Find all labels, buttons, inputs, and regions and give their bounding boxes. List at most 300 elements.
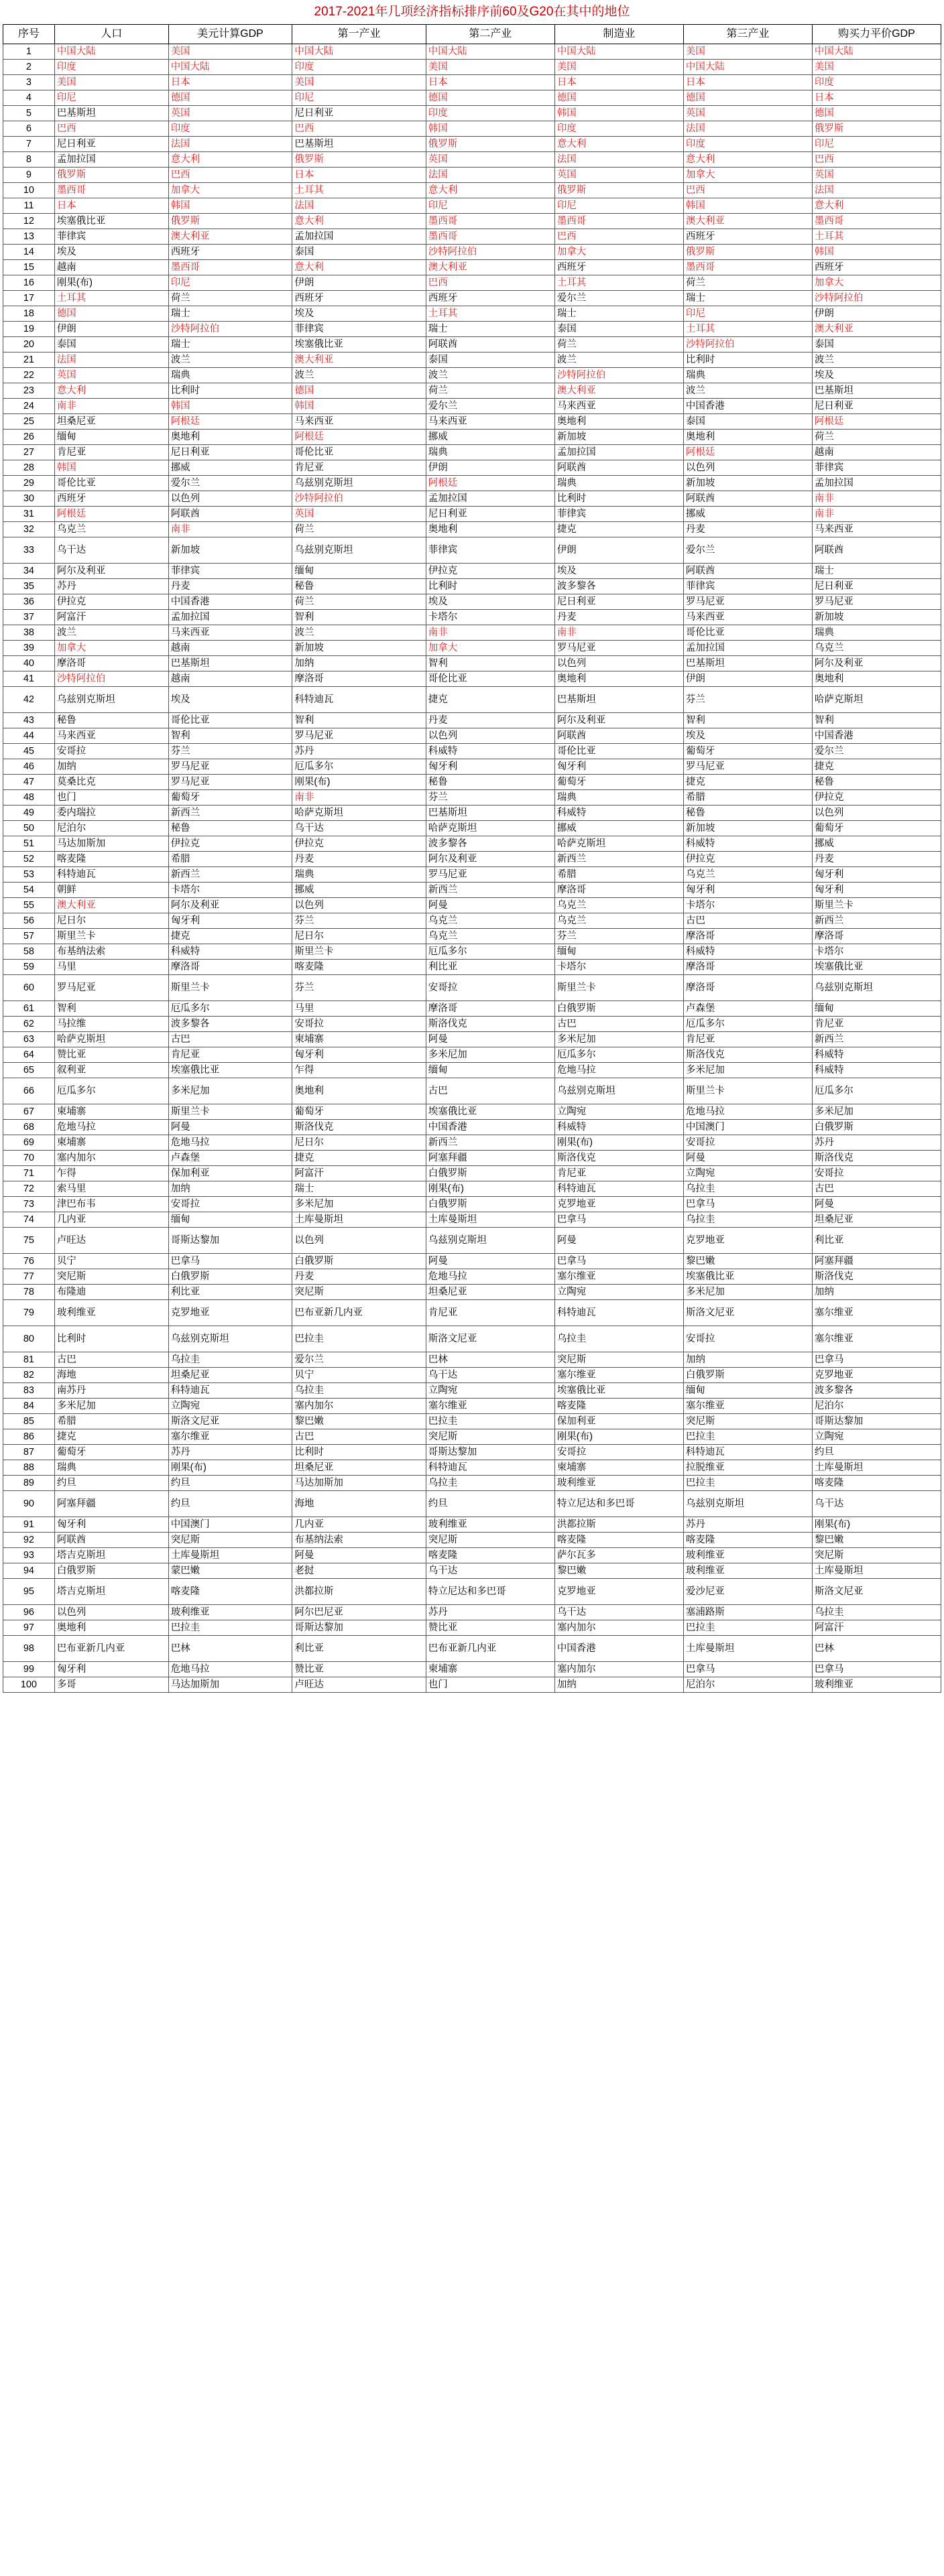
table-row [3, 137, 941, 152]
cell-col-3: 阿根廷 [292, 430, 426, 445]
row-index: 65 [3, 1063, 55, 1078]
row-index: 100 [3, 1677, 55, 1693]
row-index: 25 [3, 414, 55, 430]
column-header-4: 第二产业 [426, 25, 554, 44]
cell-col-5: 斯洛伐克 [554, 1151, 683, 1166]
cell-col-4: 波多黎各 [426, 836, 554, 852]
cell-col-3: 德国 [292, 383, 426, 399]
cell-col-4: 土库曼斯坦 [426, 1212, 554, 1228]
cell-col-5: 荷兰 [554, 337, 683, 352]
table-row [3, 1032, 941, 1047]
cell-col-1: 索马里 [54, 1181, 168, 1197]
cell-col-7: 斯里兰卡 [812, 898, 941, 913]
cell-col-7: 阿富汗 [812, 1620, 941, 1636]
cell-col-4: 尼日利亚 [426, 507, 554, 522]
table-row [3, 1151, 941, 1166]
cell-col-6: 立陶宛 [683, 1166, 812, 1181]
cell-col-3: 马达加斯加 [292, 1476, 426, 1491]
table-row [3, 960, 941, 975]
row-index: 42 [3, 687, 55, 713]
cell-col-7: 乌兹别克斯坦 [812, 975, 941, 1001]
cell-col-6: 斯里兰卡 [683, 1078, 812, 1104]
cell-col-7: 突尼斯 [812, 1548, 941, 1563]
cell-col-2: 白俄罗斯 [168, 1269, 292, 1285]
row-index: 4 [3, 90, 55, 106]
table-row [3, 1517, 941, 1533]
cell-col-5: 墨西哥 [554, 214, 683, 229]
cell-col-3: 波兰 [292, 368, 426, 383]
cell-col-1: 塔吉克斯坦 [54, 1579, 168, 1605]
column-header-6: 第三产业 [683, 25, 812, 44]
cell-col-5: 埃塞俄比亚 [554, 1383, 683, 1399]
cell-col-4: 白俄罗斯 [426, 1166, 554, 1181]
cell-col-7: 法国 [812, 183, 941, 198]
cell-col-6: 新加坡 [683, 821, 812, 836]
cell-col-1: 埃塞俄比亚 [54, 214, 168, 229]
cell-col-3: 印度 [292, 60, 426, 75]
cell-col-5: 乌克兰 [554, 913, 683, 929]
cell-col-5: 白俄罗斯 [554, 1001, 683, 1017]
table-row [3, 687, 941, 713]
cell-col-1: 塔吉克斯坦 [54, 1548, 168, 1563]
cell-col-5: 刚果(布) [554, 1135, 683, 1151]
row-index: 90 [3, 1491, 55, 1517]
cell-col-5: 科威特 [554, 806, 683, 821]
cell-col-2: 埃塞俄比亚 [168, 1063, 292, 1078]
table-row [3, 1352, 941, 1368]
cell-col-1: 卢旺达 [54, 1228, 168, 1254]
cell-col-2: 墨西哥 [168, 260, 292, 275]
cell-col-3: 卢旺达 [292, 1677, 426, 1693]
cell-col-1: 伊拉克 [54, 594, 168, 610]
cell-col-2: 波多黎各 [168, 1017, 292, 1032]
table-row [3, 168, 941, 183]
cell-col-2: 沙特阿拉伯 [168, 322, 292, 337]
cell-col-3: 厄瓜多尔 [292, 759, 426, 775]
cell-col-5: 孟加拉国 [554, 445, 683, 460]
cell-col-4: 智利 [426, 656, 554, 671]
cell-col-7: 白俄罗斯 [812, 1120, 941, 1135]
cell-col-5: 喀麦隆 [554, 1399, 683, 1414]
cell-col-7: 埃及 [812, 368, 941, 383]
cell-col-5: 多米尼加 [554, 1032, 683, 1047]
cell-col-4: 菲律宾 [426, 537, 554, 564]
row-index: 40 [3, 656, 55, 671]
cell-col-3: 捷克 [292, 1151, 426, 1166]
cell-col-1: 德国 [54, 306, 168, 322]
cell-col-5: 瑞士 [554, 306, 683, 322]
cell-col-7: 捷克 [812, 759, 941, 775]
row-index: 41 [3, 671, 55, 687]
cell-col-4: 匈牙利 [426, 759, 554, 775]
table-row [3, 1254, 941, 1269]
cell-col-3: 瑞士 [292, 1181, 426, 1197]
table-row [3, 1285, 941, 1300]
cell-col-1: 捷克 [54, 1429, 168, 1445]
row-index: 47 [3, 775, 55, 790]
cell-col-5: 阿曼 [554, 1228, 683, 1254]
table-row [3, 744, 941, 759]
cell-col-6: 巴拉圭 [683, 1429, 812, 1445]
cell-col-2: 尼日利亚 [168, 445, 292, 460]
cell-col-3: 海地 [292, 1491, 426, 1517]
cell-col-7: 西班牙 [812, 260, 941, 275]
cell-col-6: 奥地利 [683, 430, 812, 445]
cell-col-5: 克罗地亚 [554, 1197, 683, 1212]
cell-col-2: 中国澳门 [168, 1517, 292, 1533]
cell-col-1: 阿联酋 [54, 1533, 168, 1548]
table-row [3, 610, 941, 625]
cell-col-5: 印尼 [554, 198, 683, 214]
cell-col-4: 巴基斯坦 [426, 806, 554, 821]
cell-col-4: 意大利 [426, 183, 554, 198]
cell-col-4: 墨西哥 [426, 214, 554, 229]
cell-col-5: 加纳 [554, 1677, 683, 1693]
cell-col-3: 巴西 [292, 121, 426, 137]
cell-col-6: 波兰 [683, 383, 812, 399]
cell-col-4: 危地马拉 [426, 1269, 554, 1285]
table-row [3, 245, 941, 260]
cell-col-3: 古巴 [292, 1429, 426, 1445]
cell-col-7: 科威特 [812, 1063, 941, 1078]
cell-col-7: 斯洛文尼亚 [812, 1579, 941, 1605]
cell-col-4: 比利时 [426, 579, 554, 594]
cell-col-2: 阿尔及利亚 [168, 898, 292, 913]
cell-col-2: 加纳 [168, 1181, 292, 1197]
cell-col-7: 荷兰 [812, 430, 941, 445]
cell-col-1: 马达加斯加 [54, 836, 168, 852]
cell-col-6: 德国 [683, 90, 812, 106]
cell-col-1: 苏丹 [54, 579, 168, 594]
cell-col-4: 新西兰 [426, 883, 554, 898]
cell-col-3: 哥伦比亚 [292, 445, 426, 460]
cell-col-4: 斯洛伐克 [426, 1017, 554, 1032]
cell-col-1: 尼日尔 [54, 913, 168, 929]
cell-col-4: 特立尼达和多巴哥 [426, 1579, 554, 1605]
cell-col-2: 加拿大 [168, 183, 292, 198]
cell-col-4: 突尼斯 [426, 1429, 554, 1445]
table-row [3, 152, 941, 168]
table-row [3, 821, 941, 836]
cell-col-1: 南非 [54, 399, 168, 414]
cell-col-4: 卡塔尔 [426, 610, 554, 625]
row-index: 62 [3, 1017, 55, 1032]
table-row [3, 806, 941, 821]
cell-col-7: 越南 [812, 445, 941, 460]
cell-col-4: 摩洛哥 [426, 1001, 554, 1017]
cell-col-5: 捷克 [554, 522, 683, 537]
cell-col-6: 菲律宾 [683, 579, 812, 594]
cell-col-1: 肯尼亚 [54, 445, 168, 460]
cell-col-6: 巴拉圭 [683, 1620, 812, 1636]
cell-col-4: 印尼 [426, 198, 554, 214]
cell-col-5: 马来西亚 [554, 399, 683, 414]
cell-col-5: 瑞典 [554, 790, 683, 806]
cell-col-1: 马里 [54, 960, 168, 975]
cell-col-5: 斯里兰卡 [554, 975, 683, 1001]
cell-col-4: 马来西亚 [426, 414, 554, 430]
cell-col-1: 哈萨克斯坦 [54, 1032, 168, 1047]
cell-col-7: 乌拉圭 [812, 1605, 941, 1620]
table-header-row [3, 25, 941, 44]
cell-col-4: 乌克兰 [426, 913, 554, 929]
cell-col-1: 印尼 [54, 90, 168, 106]
cell-col-6: 印尼 [683, 306, 812, 322]
row-index: 78 [3, 1285, 55, 1300]
cell-col-5: 乌拉圭 [554, 1326, 683, 1352]
cell-col-2: 越南 [168, 671, 292, 687]
cell-col-5: 哥伦比亚 [554, 744, 683, 759]
cell-col-3: 葡萄牙 [292, 1104, 426, 1120]
cell-col-7: 印尼 [812, 137, 941, 152]
cell-col-6: 意大利 [683, 152, 812, 168]
cell-col-6: 厄瓜多尔 [683, 1017, 812, 1032]
row-index: 97 [3, 1620, 55, 1636]
cell-col-3: 布基纳法索 [292, 1533, 426, 1548]
cell-col-1: 莫桑比克 [54, 775, 168, 790]
cell-col-6: 罗马尼亚 [683, 759, 812, 775]
cell-col-3: 苏丹 [292, 744, 426, 759]
cell-col-3: 阿曼 [292, 1548, 426, 1563]
cell-col-1: 委内瑞拉 [54, 806, 168, 821]
cell-col-2: 西班牙 [168, 245, 292, 260]
cell-col-7: 阿联酋 [812, 537, 941, 564]
cell-col-2: 摩洛哥 [168, 960, 292, 975]
table-row [3, 1579, 941, 1605]
cell-col-3: 洪都拉斯 [292, 1579, 426, 1605]
cell-col-7: 利比亚 [812, 1228, 941, 1254]
cell-col-4: 乌干达 [426, 1563, 554, 1579]
cell-col-5: 沙特阿拉伯 [554, 368, 683, 383]
cell-col-4: 阿根廷 [426, 476, 554, 491]
cell-col-1: 阿塞拜疆 [54, 1491, 168, 1517]
cell-col-2: 斯里兰卡 [168, 975, 292, 1001]
cell-col-4: 科特迪瓦 [426, 1460, 554, 1476]
cell-col-1: 英国 [54, 368, 168, 383]
cell-col-4: 柬埔寨 [426, 1662, 554, 1677]
row-index: 36 [3, 594, 55, 610]
cell-col-7: 南非 [812, 491, 941, 507]
cell-col-5: 危地马拉 [554, 1063, 683, 1078]
cell-col-6: 墨西哥 [683, 260, 812, 275]
cell-col-6: 科特迪瓦 [683, 1445, 812, 1460]
row-index: 59 [3, 960, 55, 975]
cell-col-5: 卡塔尔 [554, 960, 683, 975]
cell-col-2: 乌兹别克斯坦 [168, 1326, 292, 1352]
cell-col-6: 多米尼加 [683, 1063, 812, 1078]
cell-col-5: 刚果(布) [554, 1429, 683, 1445]
row-index: 81 [3, 1352, 55, 1368]
cell-col-2: 比利时 [168, 383, 292, 399]
cell-col-1: 阿富汗 [54, 610, 168, 625]
table-row [3, 322, 941, 337]
column-header-2: 美元计算GDP [168, 25, 292, 44]
row-index: 29 [3, 476, 55, 491]
cell-col-2: 塞尔维亚 [168, 1429, 292, 1445]
cell-col-5: 埃及 [554, 564, 683, 579]
cell-col-1: 坦桑尼亚 [54, 414, 168, 430]
cell-col-6: 缅甸 [683, 1383, 812, 1399]
cell-col-4: 波兰 [426, 368, 554, 383]
table-row [3, 713, 941, 728]
cell-col-7: 土库曼斯坦 [812, 1563, 941, 1579]
cell-col-6: 俄罗斯 [683, 245, 812, 260]
cell-col-1: 多米尼加 [54, 1399, 168, 1414]
cell-col-5: 南非 [554, 625, 683, 641]
table-row [3, 1476, 941, 1491]
cell-col-7: 瑞典 [812, 625, 941, 641]
cell-col-2: 苏丹 [168, 1445, 292, 1460]
cell-col-5: 乌克兰 [554, 898, 683, 913]
row-index: 66 [3, 1078, 55, 1104]
cell-col-2: 立陶宛 [168, 1399, 292, 1414]
table-row [3, 491, 941, 507]
cell-col-5: 古巴 [554, 1017, 683, 1032]
cell-col-5: 比利时 [554, 491, 683, 507]
cell-col-2: 捷克 [168, 929, 292, 944]
cell-col-3: 瑞典 [292, 867, 426, 883]
table-row [3, 625, 941, 641]
cell-col-7: 伊拉克 [812, 790, 941, 806]
cell-col-4: 捷克 [426, 687, 554, 713]
cell-col-6: 苏丹 [683, 1517, 812, 1533]
cell-col-5: 俄罗斯 [554, 183, 683, 198]
cell-col-4: 阿塞拜疆 [426, 1151, 554, 1166]
cell-col-5: 保加利亚 [554, 1414, 683, 1429]
cell-col-1: 喀麦隆 [54, 852, 168, 867]
table-row [3, 898, 941, 913]
cell-col-3: 荷兰 [292, 594, 426, 610]
cell-col-4: 利比亚 [426, 960, 554, 975]
cell-col-7: 挪威 [812, 836, 941, 852]
cell-col-3: 斯里兰卡 [292, 944, 426, 960]
cell-col-4: 罗马尼亚 [426, 867, 554, 883]
table-row [3, 1166, 941, 1181]
cell-col-5: 萨尔瓦多 [554, 1548, 683, 1563]
cell-col-1: 柬埔寨 [54, 1104, 168, 1120]
cell-col-7: 美国 [812, 60, 941, 75]
row-index: 18 [3, 306, 55, 322]
row-index: 52 [3, 852, 55, 867]
table-row [3, 445, 941, 460]
cell-col-2: 利比亚 [168, 1285, 292, 1300]
table-row [3, 522, 941, 537]
cell-col-4: 土耳其 [426, 306, 554, 322]
cell-col-3: 刚果(布) [292, 775, 426, 790]
cell-col-5: 巴西 [554, 229, 683, 245]
cell-col-4: 白俄罗斯 [426, 1197, 554, 1212]
cell-col-5: 中国香港 [554, 1636, 683, 1662]
cell-col-2: 瑞士 [168, 306, 292, 322]
cell-col-2: 斯洛文尼亚 [168, 1414, 292, 1429]
cell-col-6: 丹麦 [683, 522, 812, 537]
cell-col-6: 比利时 [683, 352, 812, 368]
cell-col-6: 新加坡 [683, 476, 812, 491]
cell-col-6: 哥伦比亚 [683, 625, 812, 641]
cell-col-2: 芬兰 [168, 744, 292, 759]
cell-col-1: 巴西 [54, 121, 168, 137]
row-index: 21 [3, 352, 55, 368]
cell-col-6: 乌兹别克斯坦 [683, 1491, 812, 1517]
cell-col-4: 古巴 [426, 1078, 554, 1104]
table-row [3, 1135, 941, 1151]
cell-col-6: 土耳其 [683, 322, 812, 337]
cell-col-7: 肯尼亚 [812, 1017, 941, 1032]
cell-col-1: 哥伦比亚 [54, 476, 168, 491]
row-index: 57 [3, 929, 55, 944]
row-index: 63 [3, 1032, 55, 1047]
row-index: 71 [3, 1166, 55, 1181]
cell-col-6: 印度 [683, 137, 812, 152]
row-index: 70 [3, 1151, 55, 1166]
cell-col-1: 布隆迪 [54, 1285, 168, 1300]
cell-col-5: 波多黎各 [554, 579, 683, 594]
cell-col-1: 马来西亚 [54, 728, 168, 744]
table-row [3, 476, 941, 491]
table-row [3, 1063, 941, 1078]
cell-col-7: 加拿大 [812, 275, 941, 291]
table-row [3, 1047, 941, 1063]
row-index: 60 [3, 975, 55, 1001]
cell-col-2: 新加坡 [168, 537, 292, 564]
cell-col-5: 意大利 [554, 137, 683, 152]
cell-col-1: 墨西哥 [54, 183, 168, 198]
table-row [3, 852, 941, 867]
cell-col-1: 阿尔及利亚 [54, 564, 168, 579]
cell-col-7: 斯洛伐克 [812, 1151, 941, 1166]
cell-col-6: 多米尼加 [683, 1285, 812, 1300]
cell-col-7: 阿根廷 [812, 414, 941, 430]
cell-col-4: 科威特 [426, 744, 554, 759]
cell-col-1: 韩国 [54, 460, 168, 476]
cell-col-7: 新西兰 [812, 913, 941, 929]
cell-col-1: 乌克兰 [54, 522, 168, 537]
cell-col-6: 玻利维亚 [683, 1548, 812, 1563]
table-row [3, 507, 941, 522]
cell-col-2: 美国 [168, 44, 292, 60]
table-row [3, 1181, 941, 1197]
cell-col-1: 法国 [54, 352, 168, 368]
cell-col-7: 丹麦 [812, 852, 941, 867]
cell-col-4: 加拿大 [426, 641, 554, 656]
row-index: 77 [3, 1269, 55, 1285]
cell-col-5: 缅甸 [554, 944, 683, 960]
cell-col-2: 巴拿马 [168, 1254, 292, 1269]
cell-col-4: 以色列 [426, 728, 554, 744]
table-row [3, 1001, 941, 1017]
cell-col-6: 摩洛哥 [683, 929, 812, 944]
cell-col-5: 美国 [554, 60, 683, 75]
cell-col-4: 巴布亚新几内亚 [426, 1636, 554, 1662]
cell-col-7: 加纳 [812, 1285, 941, 1300]
row-index: 19 [3, 322, 55, 337]
cell-col-4: 法国 [426, 168, 554, 183]
table-row [3, 775, 941, 790]
table-row [3, 759, 941, 775]
cell-col-1: 安哥拉 [54, 744, 168, 759]
cell-col-3: 黎巴嫩 [292, 1414, 426, 1429]
cell-col-2: 意大利 [168, 152, 292, 168]
row-index: 34 [3, 564, 55, 579]
cell-col-4: 哥斯达黎加 [426, 1445, 554, 1460]
cell-col-4: 阿尔及利亚 [426, 852, 554, 867]
cell-col-2: 马来西亚 [168, 625, 292, 641]
cell-col-5: 德国 [554, 90, 683, 106]
cell-col-3: 以色列 [292, 898, 426, 913]
cell-col-1: 加拿大 [54, 641, 168, 656]
cell-col-2: 卡塔尔 [168, 883, 292, 898]
cell-col-3: 老挝 [292, 1563, 426, 1579]
